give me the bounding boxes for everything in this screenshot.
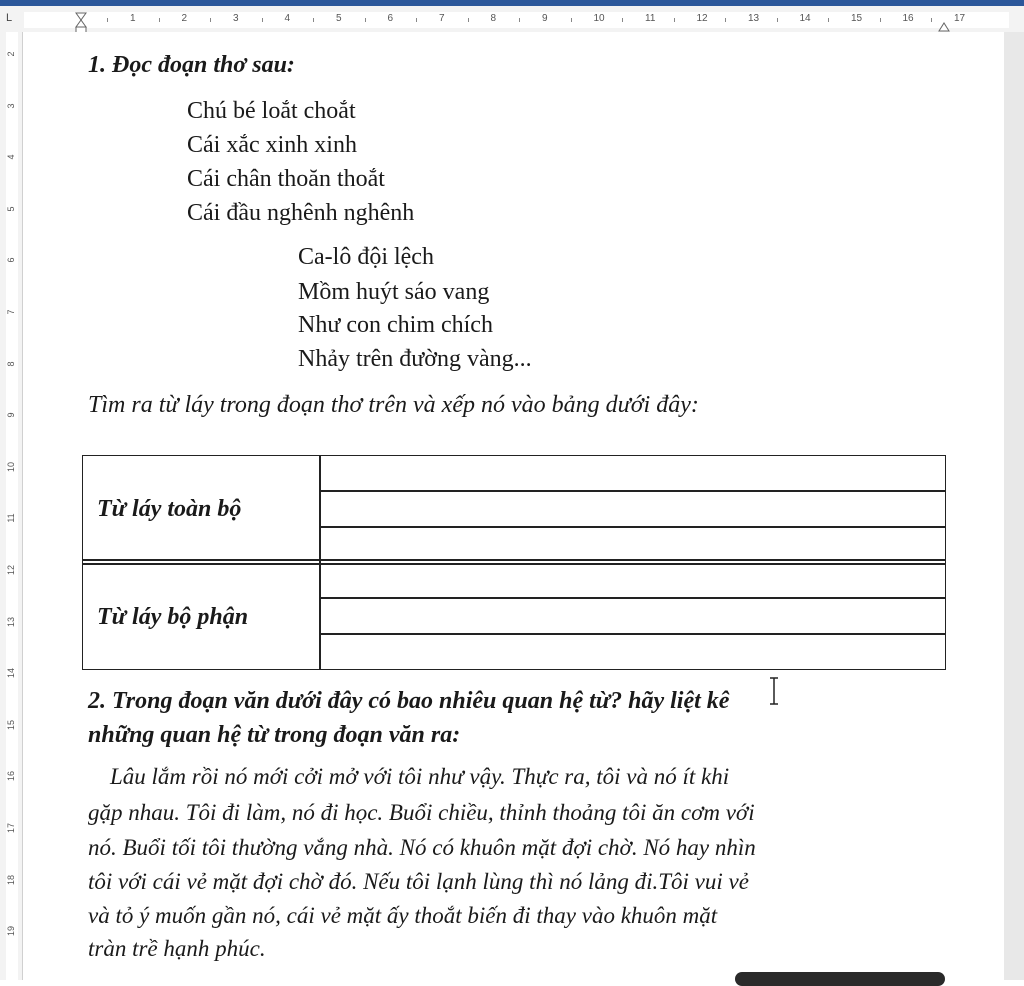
ruler-tick — [931, 18, 932, 22]
ruler-tick — [777, 18, 778, 22]
table-line — [320, 490, 945, 492]
table-row-separator — [83, 559, 945, 561]
ruler-tick — [828, 18, 829, 22]
ruler-tick — [107, 18, 108, 22]
poem-line: Như con chim chích — [298, 312, 493, 338]
word-classification-table — [82, 455, 946, 670]
vertical-ruler-tick-label: 18 — [6, 874, 16, 885]
ruler-tick-label: 2 — [181, 13, 188, 24]
vertical-ruler-tick-label: 3 — [6, 103, 16, 109]
ruler-tick — [468, 18, 469, 22]
page-margin-right — [1004, 32, 1024, 980]
vertical-ruler-tick-label: 7 — [6, 309, 16, 315]
poem-line: Mồm huýt sáo vang — [298, 279, 490, 305]
ruler-tick-label: 6 — [387, 13, 394, 24]
ruler-tick-label: 15 — [851, 13, 863, 24]
ruler-tick-label: 10 — [593, 13, 605, 24]
paragraph-line: tôi với cái vẻ mặt đợi chờ đó. Nếu tôi lạnh lùng thì nó lảng đi.Tôi vui vẻ — [88, 869, 749, 894]
ruler-tick-label: 1 — [130, 13, 136, 24]
section-2-title-continued: những quan hệ từ trong đoạn văn ra: — [88, 722, 461, 748]
right-indent-marker[interactable] — [938, 22, 950, 32]
paragraph-line: và tỏ ý muốn gần nó, cái vẻ mặt ấy thoắt biến đi thay vào khuôn mặt — [88, 903, 718, 928]
vertical-ruler-tick-label: 8 — [6, 361, 16, 367]
vertical-ruler-tick-label: 2 — [6, 51, 16, 57]
vertical-ruler-tick-label: 4 — [6, 154, 16, 160]
horizontal-ruler[interactable] — [0, 6, 1024, 33]
ruler-tick-label: 7 — [439, 13, 445, 24]
vertical-ruler-tick-label: 5 — [6, 206, 16, 212]
answer-cell[interactable] — [323, 458, 943, 488]
first-line-indent-marker[interactable] — [75, 12, 87, 34]
ruler-tick-label: 4 — [284, 13, 291, 24]
ruler-tick-label: 17 — [954, 13, 966, 24]
ruler-tick — [571, 18, 572, 22]
i-beam-cursor-icon — [768, 676, 780, 706]
vertical-ruler-tick-label: 14 — [6, 668, 16, 679]
vertical-ruler-tick-label: 10 — [6, 461, 16, 472]
poem-line: Cái chân thoăn thoắt — [187, 166, 385, 192]
ruler-tick-label: 9 — [542, 13, 548, 24]
ruler-tick — [880, 18, 881, 22]
paragraph-line: Lâu lắm rồi nó mới cởi mở với tôi như vậy. Thực ra, tôi và nó ít khi — [110, 764, 730, 789]
answer-cell[interactable] — [323, 565, 943, 595]
row-label-partial-reduplication: Từ láy bộ phận — [97, 604, 249, 630]
ruler-tick — [622, 18, 623, 22]
vertical-ruler[interactable] — [0, 32, 23, 980]
ruler-tick-label: 12 — [696, 13, 708, 24]
overlay-bar — [735, 972, 945, 986]
ruler-tick — [262, 18, 263, 22]
ruler-tick — [416, 18, 417, 22]
paragraph-line: gặp nhau. Tôi đi làm, nó đi học. Buổi chiều, thỉnh thoảng tôi ăn cơm với — [88, 800, 755, 825]
ruler-tick-label: 16 — [902, 13, 914, 24]
vertical-ruler-tick-label: 12 — [6, 565, 16, 576]
ruler-tick — [674, 18, 675, 22]
paragraph-line: tràn trề hạnh phúc. — [88, 936, 266, 961]
vertical-ruler-track — [6, 32, 18, 980]
paragraph-line: nó. Buổi tối tôi thường vắng nhà. Nó có khuôn mặt đợi chờ. Nó hay nhìn — [88, 835, 756, 860]
instruction-text: Tìm ra từ láy trong đoạn thơ trên và xếp nó vào bảng dưới đây: — [88, 392, 699, 418]
ruler-tick — [210, 18, 211, 22]
poem-line: Chú bé loắt choắt — [187, 98, 356, 124]
ruler-tick — [159, 18, 160, 22]
ruler-tick-label: 13 — [748, 13, 760, 24]
vertical-ruler-tick-label: 15 — [6, 719, 16, 730]
poem-line: Cái xắc xinh xinh — [187, 132, 357, 158]
ruler-tick-label: 14 — [799, 13, 811, 24]
answer-cell[interactable] — [323, 600, 943, 630]
answer-cell[interactable] — [323, 493, 943, 523]
vertical-ruler-tick-label: 16 — [6, 771, 16, 782]
vertical-ruler-tick-label: 9 — [6, 412, 16, 418]
ruler-tick-label: 5 — [336, 13, 342, 24]
ruler-tick-label: 3 — [233, 13, 239, 24]
ruler-tick-label: 11 — [645, 13, 656, 24]
poem-line: Nhảy trên đường vàng... — [298, 346, 532, 372]
vertical-ruler-tick-label: 13 — [6, 616, 16, 627]
poem-line: Ca-lô đội lệch — [298, 244, 434, 270]
vertical-ruler-tick-label: 17 — [6, 823, 16, 834]
ruler-tick — [725, 18, 726, 22]
table-line — [320, 597, 945, 599]
ruler-tick — [365, 18, 366, 22]
ruler-tick — [519, 18, 520, 22]
answer-cell[interactable] — [323, 635, 943, 665]
tab-selector[interactable]: L — [5, 12, 13, 24]
ruler-tick — [313, 18, 314, 22]
vertical-ruler-tick-label: 6 — [6, 257, 16, 263]
row-label-full-reduplication: Từ láy toàn bộ — [97, 496, 242, 522]
poem-line: Cái đầu nghênh nghênh — [187, 200, 415, 226]
vertical-ruler-tick-label: 11 — [6, 513, 16, 524]
section-2-title: 2. Trong đoạn văn dưới đây có bao nhiêu quan hệ từ? hãy liệt kê — [88, 688, 730, 714]
answer-cell[interactable] — [323, 528, 943, 558]
section-1-title: 1. Đọc đoạn thơ sau: — [88, 52, 295, 78]
vertical-ruler-tick-label: 19 — [6, 926, 16, 937]
ruler-tick-label: 8 — [490, 13, 497, 24]
